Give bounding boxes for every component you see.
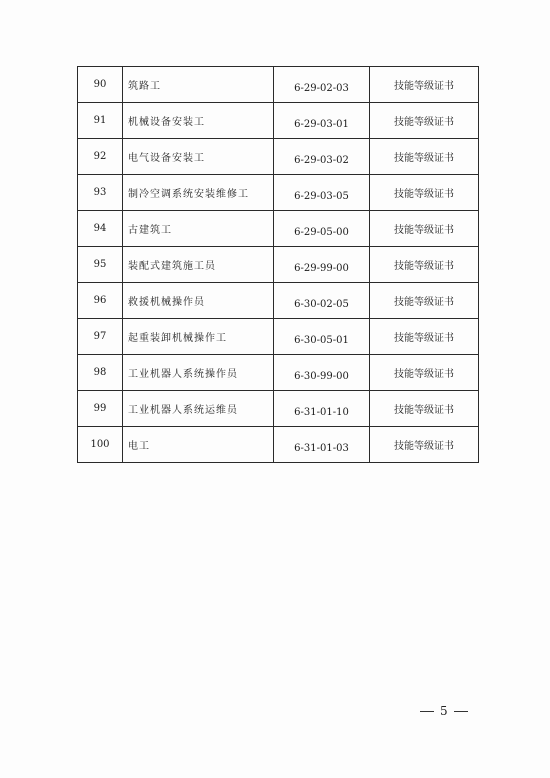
occupation-code: 6-31-01-10 <box>274 391 370 427</box>
occupation-table <box>77 66 479 463</box>
occupation-name: 工业机器人系统操作员 <box>123 355 274 391</box>
table-row <box>78 139 479 175</box>
table-row <box>78 247 479 283</box>
row-index: 100 <box>78 427 123 463</box>
occupation-code: 6-29-99-00 <box>274 247 370 283</box>
table-row <box>78 319 479 355</box>
footer-dash-right <box>454 711 468 712</box>
certificate-type: 技能等级证书 <box>370 67 479 103</box>
occupation-code: 6-31-01-03 <box>274 427 370 463</box>
occupation-name: 筑路工 <box>123 67 274 103</box>
row-index: 97 <box>78 319 123 355</box>
certificate-type: 技能等级证书 <box>370 211 479 247</box>
footer-dash-left <box>420 711 434 712</box>
occupation-code: 6-30-05-01 <box>274 319 370 355</box>
occupation-name: 制冷空调系统安装维修工 <box>123 175 274 211</box>
table-row <box>78 103 479 139</box>
occupation-name: 电气设备安装工 <box>123 139 274 175</box>
occupation-name: 起重装卸机械操作工 <box>123 319 274 355</box>
occupation-name: 古建筑工 <box>123 211 274 247</box>
row-index: 96 <box>78 283 123 319</box>
certificate-type: 技能等级证书 <box>370 175 479 211</box>
page-footer <box>420 704 468 718</box>
certificate-type: 技能等级证书 <box>370 247 479 283</box>
occupation-name: 装配式建筑施工员 <box>123 247 274 283</box>
row-index: 93 <box>78 175 123 211</box>
certificate-type: 技能等级证书 <box>370 391 479 427</box>
occupation-code: 6-29-02-03 <box>274 67 370 103</box>
occupation-code: 6-29-05-00 <box>274 211 370 247</box>
row-index: 90 <box>78 67 123 103</box>
table-row <box>78 67 479 103</box>
row-index: 91 <box>78 103 123 139</box>
occupation-code: 6-29-03-01 <box>274 103 370 139</box>
occupation-code: 6-29-03-02 <box>274 139 370 175</box>
occupation-name: 救援机械操作员 <box>123 283 274 319</box>
table-row <box>78 175 479 211</box>
row-index: 99 <box>78 391 123 427</box>
certificate-type: 技能等级证书 <box>370 319 479 355</box>
row-index: 95 <box>78 247 123 283</box>
occupation-code: 6-30-99-00 <box>274 355 370 391</box>
occupation-name: 电工 <box>123 427 274 463</box>
occupation-name: 工业机器人系统运维员 <box>123 391 274 427</box>
certificate-type: 技能等级证书 <box>370 103 479 139</box>
row-index: 98 <box>78 355 123 391</box>
occupation-code: 6-29-03-05 <box>274 175 370 211</box>
table-row <box>78 427 479 463</box>
table-row <box>78 283 479 319</box>
occupation-code: 6-30-02-05 <box>274 283 370 319</box>
table-row <box>78 391 479 427</box>
row-index: 92 <box>78 139 123 175</box>
certificate-type: 技能等级证书 <box>370 283 479 319</box>
table-row <box>78 211 479 247</box>
certificate-type: 技能等级证书 <box>370 139 479 175</box>
table-row <box>78 355 479 391</box>
occupation-name: 机械设备安装工 <box>123 103 274 139</box>
page-number: 5 <box>440 704 448 718</box>
row-index: 94 <box>78 211 123 247</box>
table-body <box>78 67 479 463</box>
certificate-type: 技能等级证书 <box>370 355 479 391</box>
certificate-type: 技能等级证书 <box>370 427 479 463</box>
